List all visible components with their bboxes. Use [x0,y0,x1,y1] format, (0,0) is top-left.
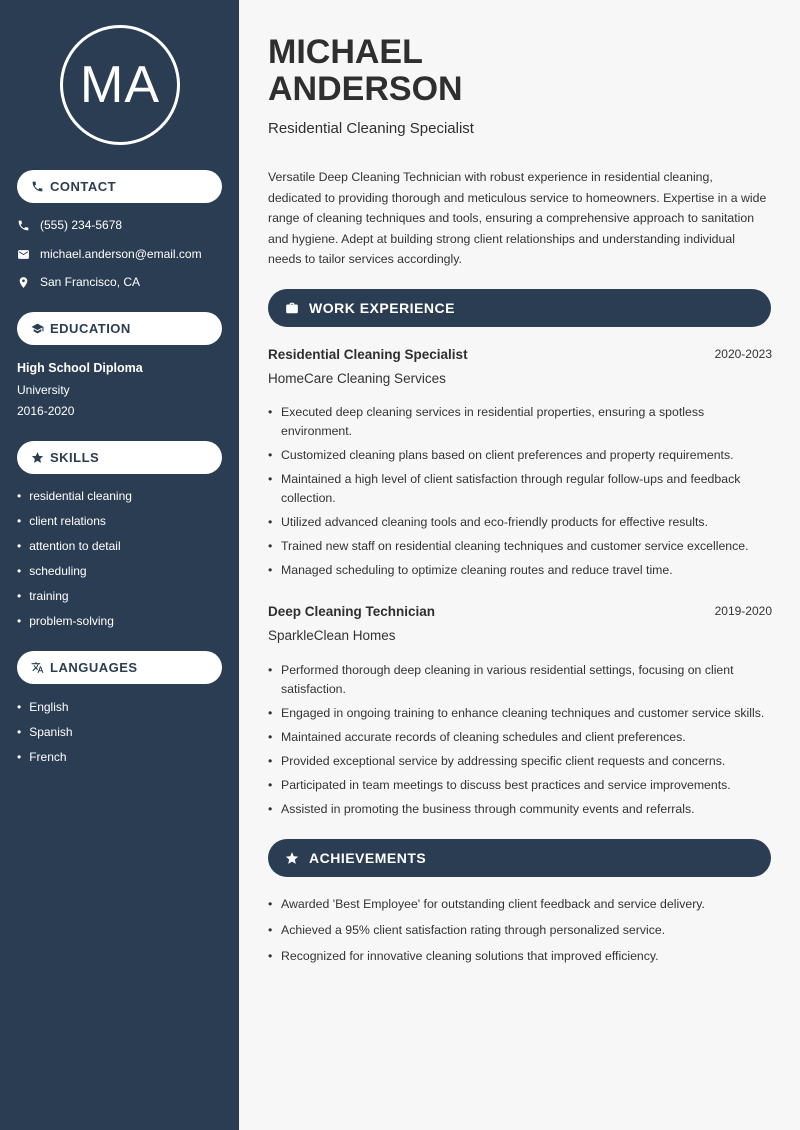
education-school: University [17,383,70,397]
list-item: • Performed thorough deep cleaning in various residential settings, focusing on client satisfaction. [268,661,771,699]
list-item: • Achieved a 95% client satisfaction rating through personalized service. [268,921,771,940]
summary-paragraph: Versatile Deep Cleaning Technician with robust experience in residential cleaning, dedicated to providing thorough and meticulous service to homeowners. Expertise in a wide range of cleaning techniques and tools, ensuring a comprehensive approach to sanitation and hygiene. Adept at building strong client relationships and understanding individual needs to tailor services accordingly. [268,170,767,266]
list-item: • Trained new staff on residential cleaning techniques and customer service excellence. [268,537,771,556]
briefcase-icon [285,301,299,315]
list-item: • Customized cleaning plans based on client preferences and property requirements. [268,446,771,465]
job-dates: 2019-2020 [714,604,772,618]
list-item: • Recognized for innovative cleaning solutions that improved efficiency. [268,947,771,966]
star-icon [31,451,44,464]
work-experience-heading [268,289,771,327]
contact-heading [17,170,222,203]
achievements-list [268,895,771,973]
skills-list [17,489,132,639]
work-experience-heading-label: WORK EXPERIENCE [309,300,455,316]
contact-heading-label: CONTACT [50,179,117,194]
skill-item: • client relations [17,514,132,539]
mail-icon [17,248,30,261]
skill-item: • attention to detail [17,539,132,564]
first-name: MICHAEL [268,33,423,71]
achievements-heading [268,839,771,877]
job-bullets [268,661,771,824]
email-text: michael.anderson@email.com [40,247,202,261]
list-item: • Managed scheduling to optimize cleaning routes and reduce travel time. [268,561,771,580]
phone-icon [31,180,44,193]
job-title: Deep Cleaning Technician [268,604,436,619]
phone-icon [17,219,30,232]
full-name [268,34,463,108]
list-item: • Utilized advanced cleaning tools and eco-friendly products for effective results. [268,513,771,532]
list-item: • Provided exceptional service by addressing specific client requests and concerns. [268,752,771,771]
sidebar [0,0,239,1130]
job-company: SparkleClean Homes [268,628,396,643]
language-item: • Spanish [17,725,73,750]
skills-heading-label: SKILLS [50,450,100,465]
translate-icon [31,661,44,674]
list-item: • Engaged in ongoing training to enhance cleaning techniques and customer service skills. [268,704,771,723]
contact-location [17,275,140,289]
job-company: HomeCare Cleaning Services [268,371,446,386]
last-name: ANDERSON [268,70,463,108]
education-heading-label: EDUCATION [50,321,131,336]
skills-heading [17,441,222,474]
list-item: • Maintained accurate records of cleaning schedules and client preferences. [268,728,771,747]
achievements-heading-label: ACHIEVEMENTS [309,850,427,866]
education-years: 2016-2020 [17,404,75,418]
job-title: Residential Cleaning Specialist [268,347,468,362]
education-degree: High School Diploma [17,361,143,375]
skill-item: • training [17,589,132,614]
phone-text: (555) 234-5678 [40,218,123,232]
job-headline: Residential Cleaning Specialist [268,120,474,137]
languages-heading-label: LANGUAGES [50,660,138,675]
list-item: • Participated in team meetings to discuss best practices and service improvements. [268,776,771,795]
language-item: • French [17,750,73,775]
location-pin-icon [17,276,30,289]
list-item: • Awarded 'Best Employee' for outstanding client feedback and service delivery. [268,895,771,914]
job-dates: 2020-2023 [714,347,772,361]
education-heading [17,312,222,345]
languages-heading [17,651,222,684]
list-item: • Executed deep cleaning services in residential properties, ensuring a spotless environment. [268,403,771,441]
contact-phone [17,218,122,232]
contact-email [17,247,202,261]
languages-list [17,700,73,775]
job-bullets [268,403,771,585]
avatar: MA [60,25,180,145]
location-text: San Francisco, CA [40,275,141,289]
language-item: • English [17,700,73,725]
skill-item: • residential cleaning [17,489,132,514]
list-item: • Maintained a high level of client satisfaction through regular follow-ups and feedback collection. [268,470,771,508]
skill-item: • problem-solving [17,614,132,639]
list-item: • Assisted in promoting the business through community events and referrals. [268,800,771,819]
skill-item: • scheduling [17,564,132,589]
graduation-cap-icon [31,322,44,335]
star-icon [285,851,299,865]
